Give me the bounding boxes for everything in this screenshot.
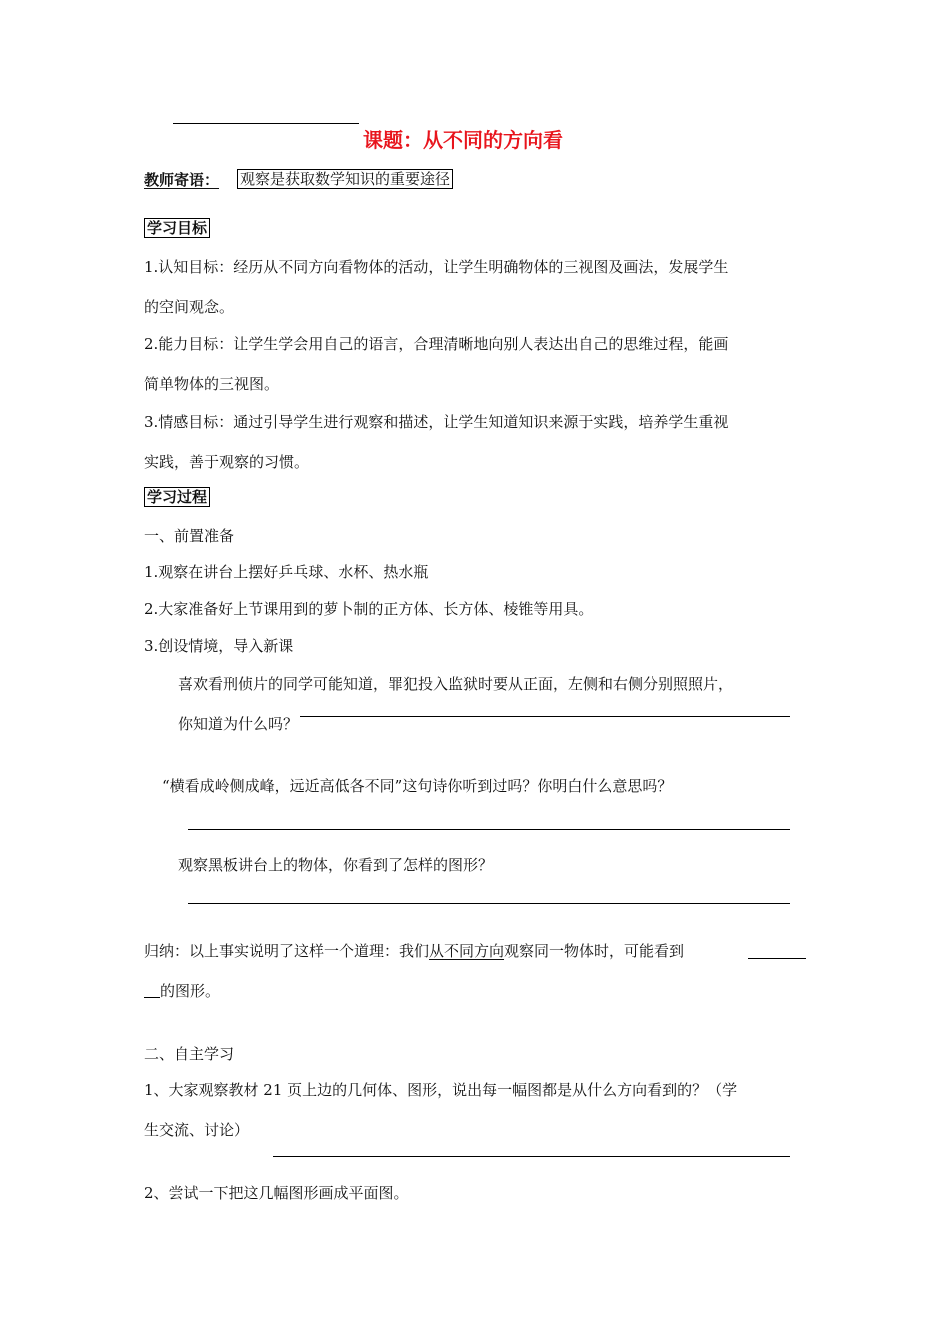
summary-line-1 [144,940,684,961]
answer-line-1 [300,716,790,717]
objective-1-line-1: 1.认知目标：经历从不同方向看物体的活动，让学生明确物体的三视图及画法，发展学生 [144,258,729,276]
motto-label: 教师寄语： [144,171,220,189]
question-3: 观察黑板讲台上的物体，你看到了怎样的图形？ [178,856,494,874]
title-rule [173,123,359,124]
summary-suffix: 观察同一物体时，可能看到 [504,942,685,960]
prep-item-3: 3.创设情境，导入新课 [144,637,294,655]
self-study-1-line-2: 生交流、讨论） [144,1121,250,1139]
prep-item-1: 1.观察在讲台上摆好乒乓球、水杯、热水瓶 [144,563,429,581]
motto-text-box [237,169,453,189]
summary-prefix: 归纳：以上事实说明了这样一个道理：我们 [144,942,430,960]
objective-2-line-2: 简单物体的三视图。 [144,375,280,393]
objective-2-line-1: 2.能力目标：让学生学会用自己的语言，合理清晰地向别人表达出自己的思维过程，能画 [144,335,729,353]
process-heading-box [144,487,210,507]
blank-line-2 [144,997,160,998]
prep-item-2: 2.大家准备好上节课用到的萝卜制的正方体、长方体、棱锥等用具。 [144,600,594,618]
self-study-1-line-1: 1、大家观察教材 21 页上边的几何体、图形，说出每一幅图都是从什么方向看到的？（学 [144,1081,738,1099]
question-1-line-1: 喜欢看刑侦片的同学可能知道，罪犯投入监狱时要从正面，左侧和右侧分别照照片， [178,675,734,693]
summary-underlined: 从不同方向 [429,942,505,960]
blank-line-1 [748,958,806,959]
question-1-line-2: 你知道为什么吗？ [178,715,299,733]
answer-line-2 [188,829,790,830]
self-study-2: 2、尝试一下把这几幅图形画成平面图。 [144,1184,409,1202]
objectives-heading: 学习目标 [144,218,210,238]
part-1-title: 一、前置准备 [144,527,235,545]
part-2-title: 二、自主学习 [144,1045,235,1063]
objective-1-line-2: 的空间观念。 [144,298,235,316]
objective-3-line-2: 实践，善于观察的习惯。 [144,453,310,471]
motto-text: 观察是获取数学知识的重要途径 [237,169,453,189]
process-heading: 学习过程 [144,487,210,507]
page-title: 课题：从不同的方向看 [363,128,563,152]
answer-line-3 [188,903,790,904]
objective-3-line-1: 3.情感目标：通过引导学生进行观察和描述，让学生知道知识来源于实践，培养学生重视 [144,413,729,431]
summary-line-2: 的图形。 [160,982,221,1000]
answer-line-4 [273,1156,790,1157]
question-2: “横看成岭侧成峰，远近高低各不同”这句诗你听到过吗？你明白什么意思吗？ [162,777,673,795]
objectives-heading-box [144,218,210,238]
